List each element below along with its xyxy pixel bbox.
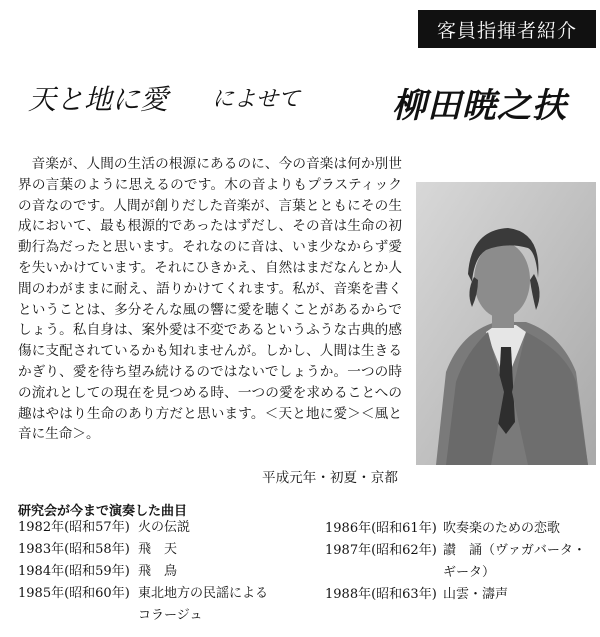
essay-signoff: 平成元年・初夏・京都 — [262, 470, 398, 486]
performance-year: 1985年(昭和60年) — [18, 586, 130, 601]
essay-body: 音楽が、人間の生活の根源にあるのに、今の音楽は何か別世界の言葉のように思えるのです。木の音よりもプラスティックの音なのです。人間が創りだした音楽が、言葉とともにその生成において、最も根源的であったはずだし、その音は生命の初動行為だったと思います。それなのに音は、いま少なからず愛を失いかけています。それにひきかえ、自然はまだなんとか人間のわがままに耐え、語りかけてくれます。私が、音楽を書くということは、多分そんな風の響に愛を聴くことがあるからでしょう。私自身は、案外愛は不変であるというふうな古典的感傷に支配されているかも知れませんが。しかし、人間は生きるかぎり、愛を待ち望み続けるのではないでしょうか。一つの時の流れとしての現在を見つめる時、一つの愛を求めることへの趣はやはり生命のあり方だと思います。＜天と地に愛＞＜風と音に生命＞。 — [18, 156, 402, 443]
performance-row — [325, 584, 600, 606]
performance-work: 飛 鳥 — [138, 564, 178, 579]
performance-work: 山雲・濤声 — [443, 587, 509, 602]
performance-work: 東北地方の民謡によるコラージュ — [138, 586, 269, 623]
performance-year: 1987年(昭和62年) — [325, 543, 437, 558]
performance-year: 1982年(昭和57年) — [18, 520, 130, 535]
headline-signature: 柳田暁之扶 — [392, 86, 567, 126]
performance-row — [325, 518, 600, 540]
performance-list-left — [18, 517, 318, 627]
headline-title: 天と地に愛 — [28, 83, 169, 116]
headline-subtitle: によせて — [212, 87, 301, 112]
performance-row — [18, 561, 318, 583]
performance-row — [18, 517, 318, 539]
performance-row — [18, 583, 318, 627]
conductor-photo — [416, 182, 596, 465]
performance-year: 1984年(昭和59年) — [18, 564, 130, 579]
performance-row — [18, 539, 318, 561]
performance-work: 讃 誦（ヴァガバータ・ギータ） — [443, 543, 586, 580]
performance-list-title: 研究会が今まで演奏した曲目 — [18, 504, 188, 519]
performance-work: 吹奏楽のための恋歌 — [443, 521, 561, 536]
performance-work: 火の伝説 — [138, 520, 191, 535]
performance-list-right — [325, 518, 600, 606]
performance-year: 1988年(昭和63年) — [325, 587, 437, 602]
performance-year: 1986年(昭和61年) — [325, 521, 437, 536]
performance-year: 1983年(昭和58年) — [18, 542, 130, 557]
performance-work: 飛 天 — [138, 542, 178, 557]
section-badge: 客員指揮者紹介 — [418, 10, 596, 48]
performance-row — [325, 540, 600, 584]
